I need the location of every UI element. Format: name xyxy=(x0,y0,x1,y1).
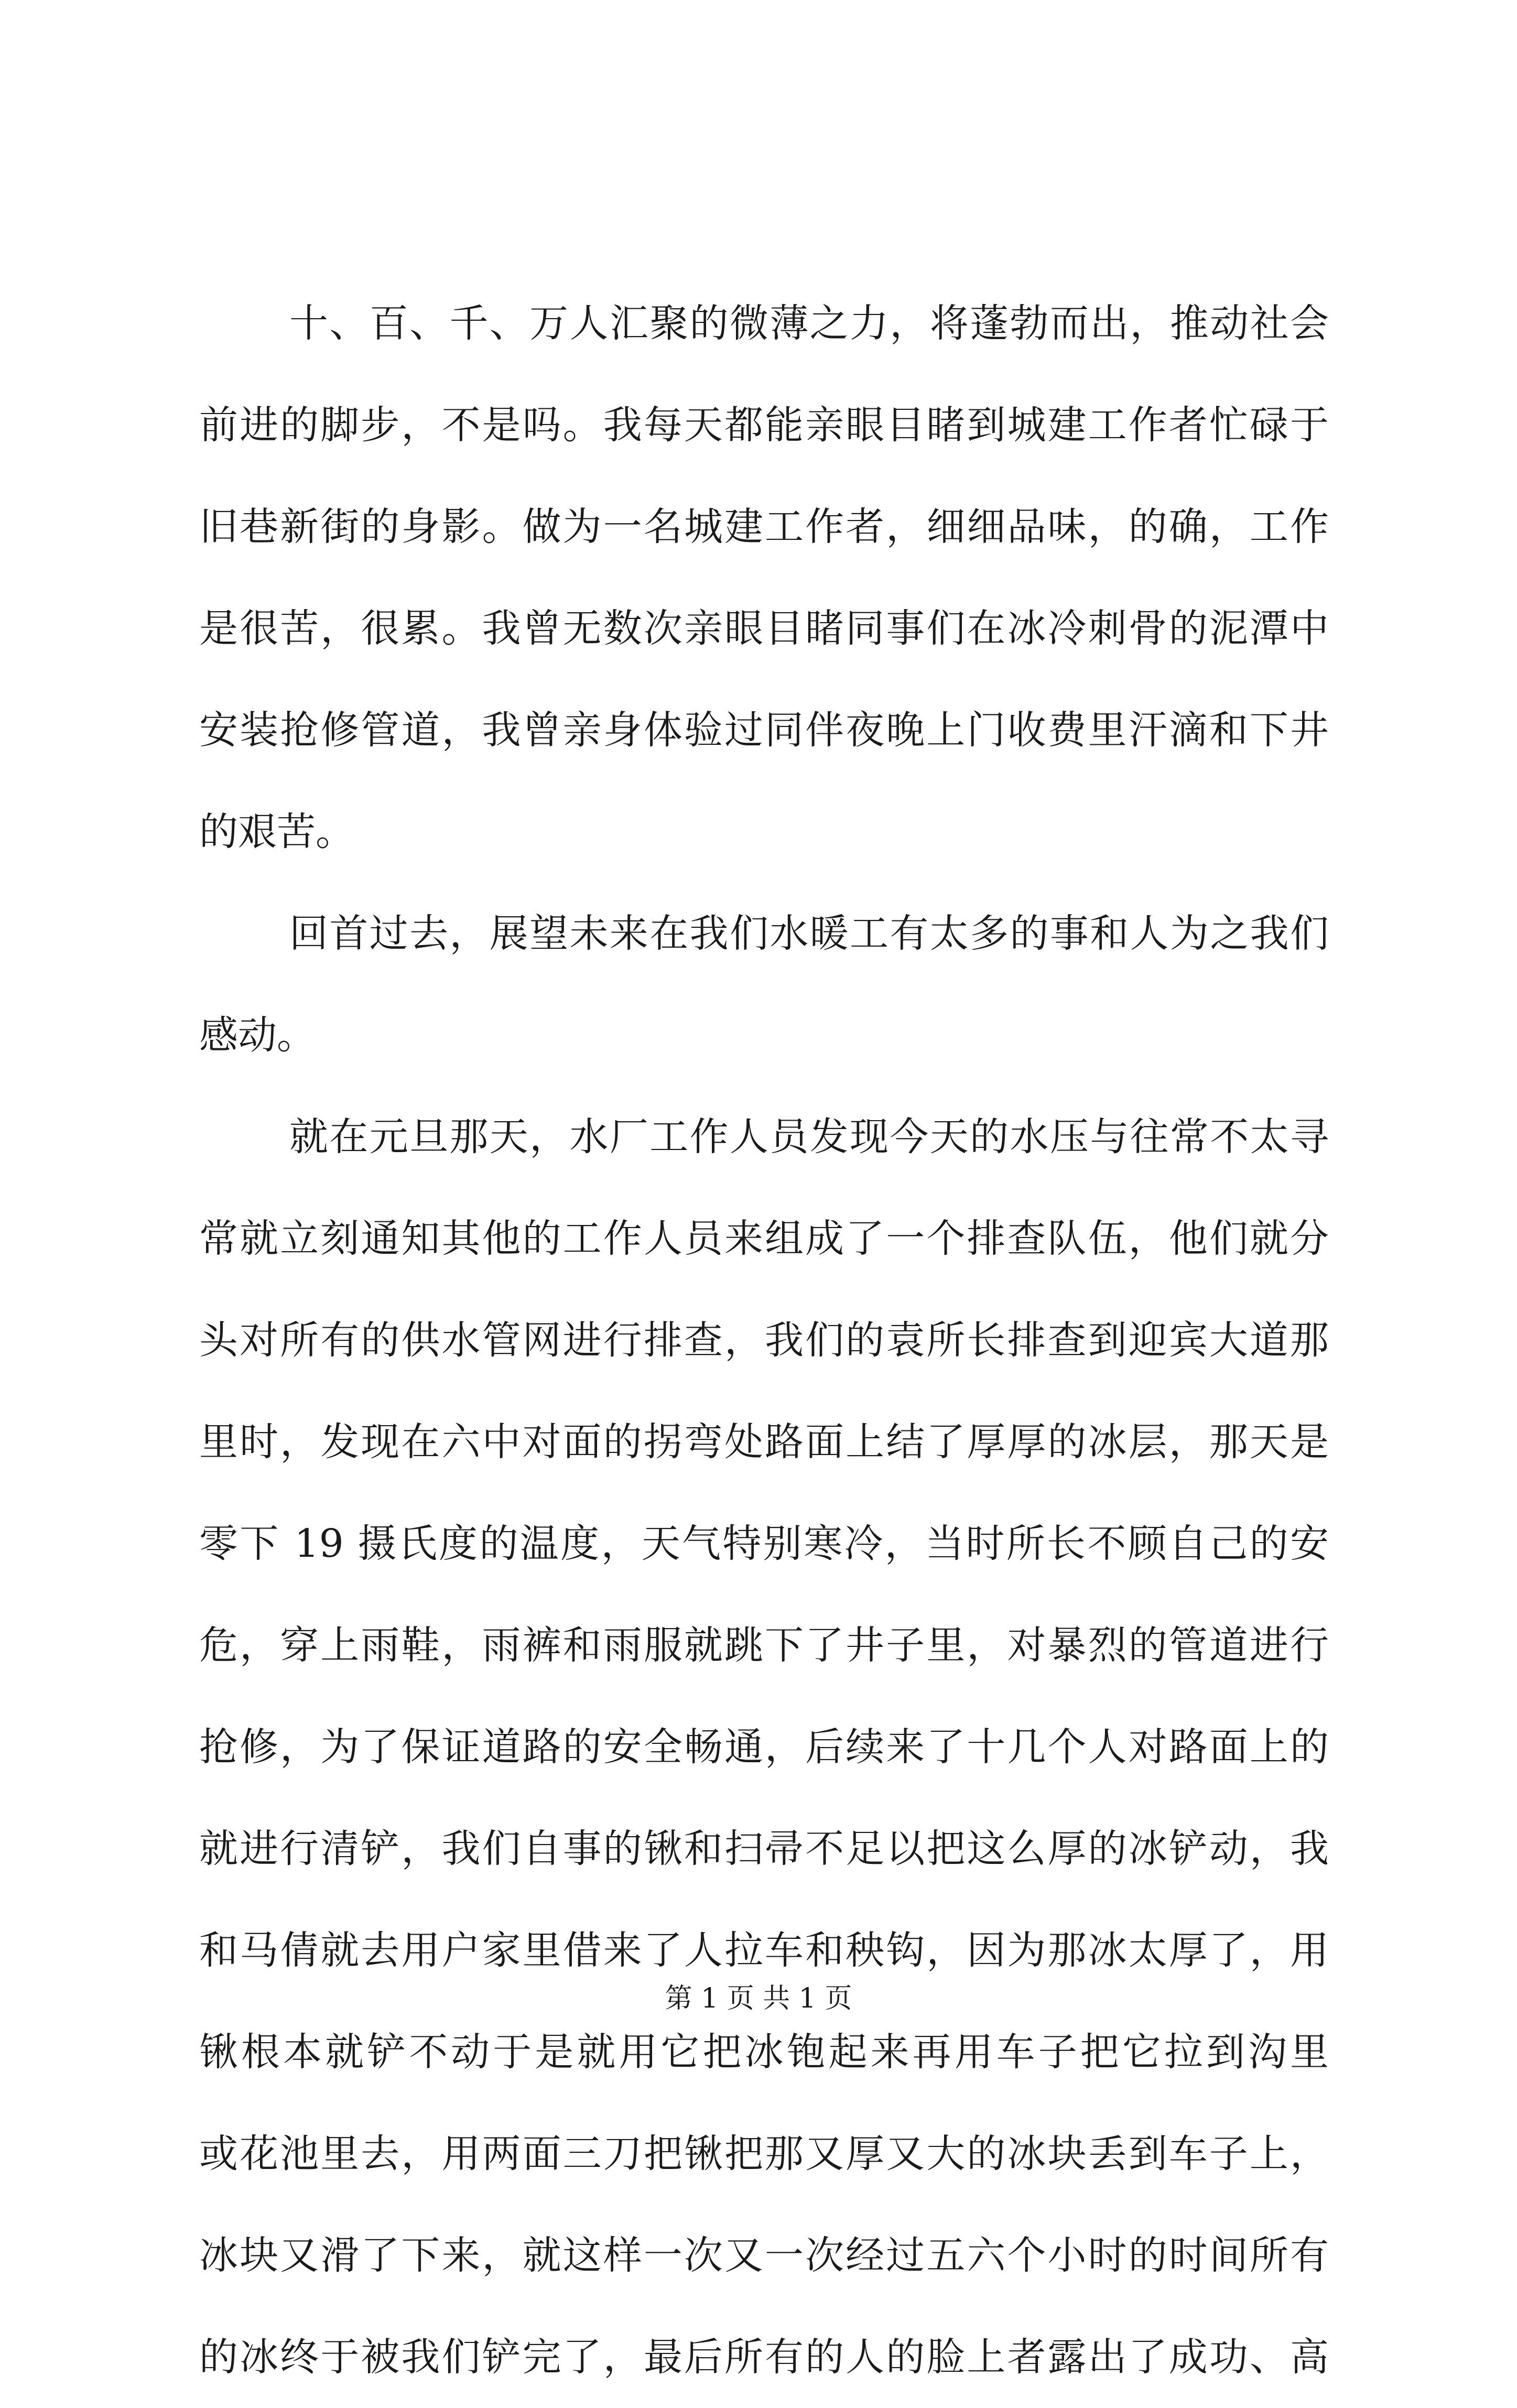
paragraph-3-line-10: 锹根本就铲不动于是就用它把冰铇起来再用车子把它拉到沟里 xyxy=(199,2030,1329,2075)
paragraph-1-line-5: 安装抢修管道，我曾亲身体验过同伴夜晚上门收费里汗滴和下井 xyxy=(199,708,1329,753)
paragraph-2-line-1: 回首过去，展望未来在我们水暖工有太多的事和人为之我们 xyxy=(289,911,1329,956)
paragraph-3-line-12: 冰块又滑了下来，就这样一次又一次经过五六个小时的时间所有 xyxy=(199,2233,1329,2278)
paragraph-3-line-1: 就在元旦那天，水厂工作人员发现今天的水压与往常不太寻 xyxy=(289,1114,1329,1159)
paragraph-3-line-5: 零下 19 摄氏度的温度，天气特别寒冷，当时所长不顾自己的安 xyxy=(199,1521,1329,1566)
paragraph-3-line-4: 里时，发现在六中对面的拐弯处路面上结了厚厚的冰层，那天是 xyxy=(199,1419,1329,1465)
paragraph-3-line-6: 危，穿上雨鞋，雨裤和雨服就跳下了井子里，对暴烈的管道进行 xyxy=(199,1623,1329,1668)
paragraph-3-line-8: 就进行清铲，我们自事的锹和扫帚不足以把这么厚的冰铲动，我 xyxy=(199,1826,1329,1871)
paragraph-3-line-11: 或花池里去，用两面三刀把锹把那又厚又大的冰块丢到车子上， xyxy=(199,2131,1329,2176)
document-body xyxy=(199,273,1329,2408)
paragraph-3-line-9: 和马倩就去用户家里借来了人拉车和秧钩，因为那冰太厚了，用 xyxy=(199,1928,1329,1973)
paragraph-1-line-1: 十、百、千、万人汇聚的微薄之力，将蓬勃而出，推动社会 xyxy=(289,301,1329,346)
paragraph-3-line-7: 抢修，为了保证道路的安全畅通，后续来了十几个人对路面上的 xyxy=(199,1724,1329,1770)
paragraph-2-line-2: 感动。 xyxy=(199,1013,316,1058)
paragraph-3-line-13: 的冰终于被我们铲完了，最后所有的人的脸上者露出了成功、高 xyxy=(199,2335,1329,2380)
paragraph-1-line-4: 是很苦，很累。我曾无数次亲眼目睹同事们在冰冷刺骨的泥潭中 xyxy=(199,606,1329,651)
paragraph-1-line-3: 旧巷新街的身影。做为一名城建工作者，细细品味，的确，工作 xyxy=(199,504,1329,549)
paragraph-1-line-2: 前进的脚步，不是吗。我每天都能亲眼目睹到城建工作者忙碌于 xyxy=(199,403,1329,448)
page-footer: 第 1 页 共 1 页 xyxy=(665,1983,852,2014)
paragraph-3-line-3: 头对所有的供水管网进行排查，我们的袁所长排查到迎宾大道那 xyxy=(199,1318,1329,1363)
paragraph-3-line-2: 常就立刻通知其他的工作人员来组成了一个排查队伍，他们就分 xyxy=(199,1216,1329,1261)
paragraph-1-line-6: 的艰苦。 xyxy=(199,809,354,854)
